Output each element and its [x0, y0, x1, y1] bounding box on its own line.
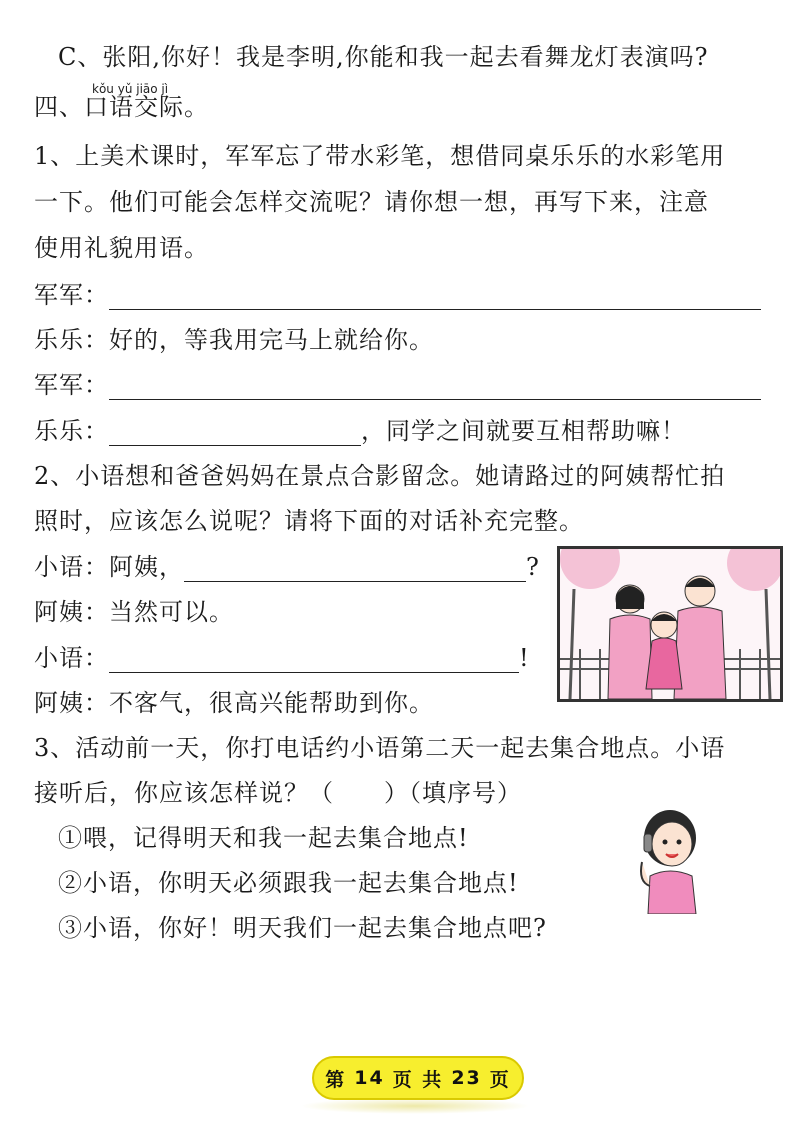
- q1-text-2: 一下。他们可能会怎样交流呢？请你想一想，再写下来，注意: [34, 188, 709, 216]
- girl-phone-illustration: [634, 802, 706, 914]
- speaker-label: 军军：: [34, 371, 109, 399]
- reply-text: ，同学之间就要互相帮助嘛！: [361, 417, 686, 445]
- dialog-row-lele-2: [34, 416, 686, 446]
- q3-option-2[interactable]: ②小语，你明天必须跟我一起去集合地点!: [58, 869, 519, 897]
- q1-text-1: 1、上美术课时，军军忘了带水彩笔，想借同桌乐乐的水彩笔用: [34, 142, 726, 170]
- speaker-label: 乐乐：: [34, 326, 109, 354]
- dialog-row-xiaoyu-2: [34, 643, 530, 673]
- q3-option-3[interactable]: ③小语，你好！明天我们一起去集合地点吧?: [58, 914, 547, 942]
- answer-blank[interactable]: [184, 555, 526, 582]
- speaker-label: 小语：: [34, 553, 109, 581]
- section-pinyin: kǒu yǔ jiāo jì: [92, 82, 169, 96]
- dialog-row-xiaoyu-1: [34, 552, 540, 582]
- option-c: C、张阳,你好！我是李明,你能和我一起去看舞龙灯表演吗?: [58, 43, 709, 71]
- answer-blank[interactable]: [109, 646, 519, 673]
- reply-text: 不客气，很高兴能帮助到你。: [109, 689, 434, 717]
- dialog-row-lele-1: [34, 325, 434, 355]
- page-indicator-shadow: [300, 1098, 530, 1114]
- speaker-label: 阿姨：: [34, 598, 109, 626]
- dialog-row-ayi-1: [34, 597, 234, 627]
- reply-text: 好的，等我用完马上就给你。: [109, 326, 434, 354]
- answer-blank[interactable]: [109, 283, 761, 310]
- dialog-row-junjun-1: [34, 280, 761, 310]
- q2-text-2: 照时，应该怎么说呢？请将下面的对话补充完整。: [34, 507, 584, 535]
- section-title: 四、口语交际。: [34, 93, 209, 121]
- family-photo-icon: [560, 549, 780, 699]
- suffix-text: !: [519, 644, 530, 672]
- answer-blank[interactable]: [109, 373, 761, 400]
- page-indicator: [312, 1056, 524, 1100]
- speaker-label: 阿姨：: [34, 689, 109, 717]
- page-suffix: 页: [489, 1068, 511, 1091]
- family-photo-illustration: [557, 546, 783, 702]
- dialog-row-junjun-2: [34, 370, 761, 400]
- page-total: 23: [451, 1067, 482, 1089]
- speaker-label: 军军：: [34, 281, 109, 309]
- page-prefix: 第: [325, 1068, 347, 1091]
- answer-blank[interactable]: [109, 419, 361, 446]
- suffix-text: ?: [526, 553, 540, 581]
- q1-text-3: 使用礼貌用语。: [34, 234, 209, 262]
- dialog-row-ayi-2: [34, 688, 434, 718]
- prefix-text: 阿姨，: [109, 553, 184, 581]
- girl-on-phone-icon: [634, 802, 706, 914]
- speaker-label: 乐乐：: [34, 417, 109, 445]
- q2-text-1: 2、小语想和爸爸妈妈在景点合影留念。她请路过的阿姨帮忙拍: [34, 462, 726, 490]
- speaker-label: 小语：: [34, 644, 109, 672]
- page-current: 14: [354, 1067, 385, 1089]
- reply-text: 当然可以。: [109, 598, 234, 626]
- q3-text-2: 接听后，你应该怎样说？（ ）（填序号）: [34, 779, 522, 807]
- page-mid: 页 共: [392, 1068, 444, 1091]
- q3-text-1: 3、活动前一天，你打电话约小语第二天一起去集合地点。小语: [34, 734, 726, 762]
- q3-option-1[interactable]: ①喂，记得明天和我一起去集合地点!: [58, 824, 469, 852]
